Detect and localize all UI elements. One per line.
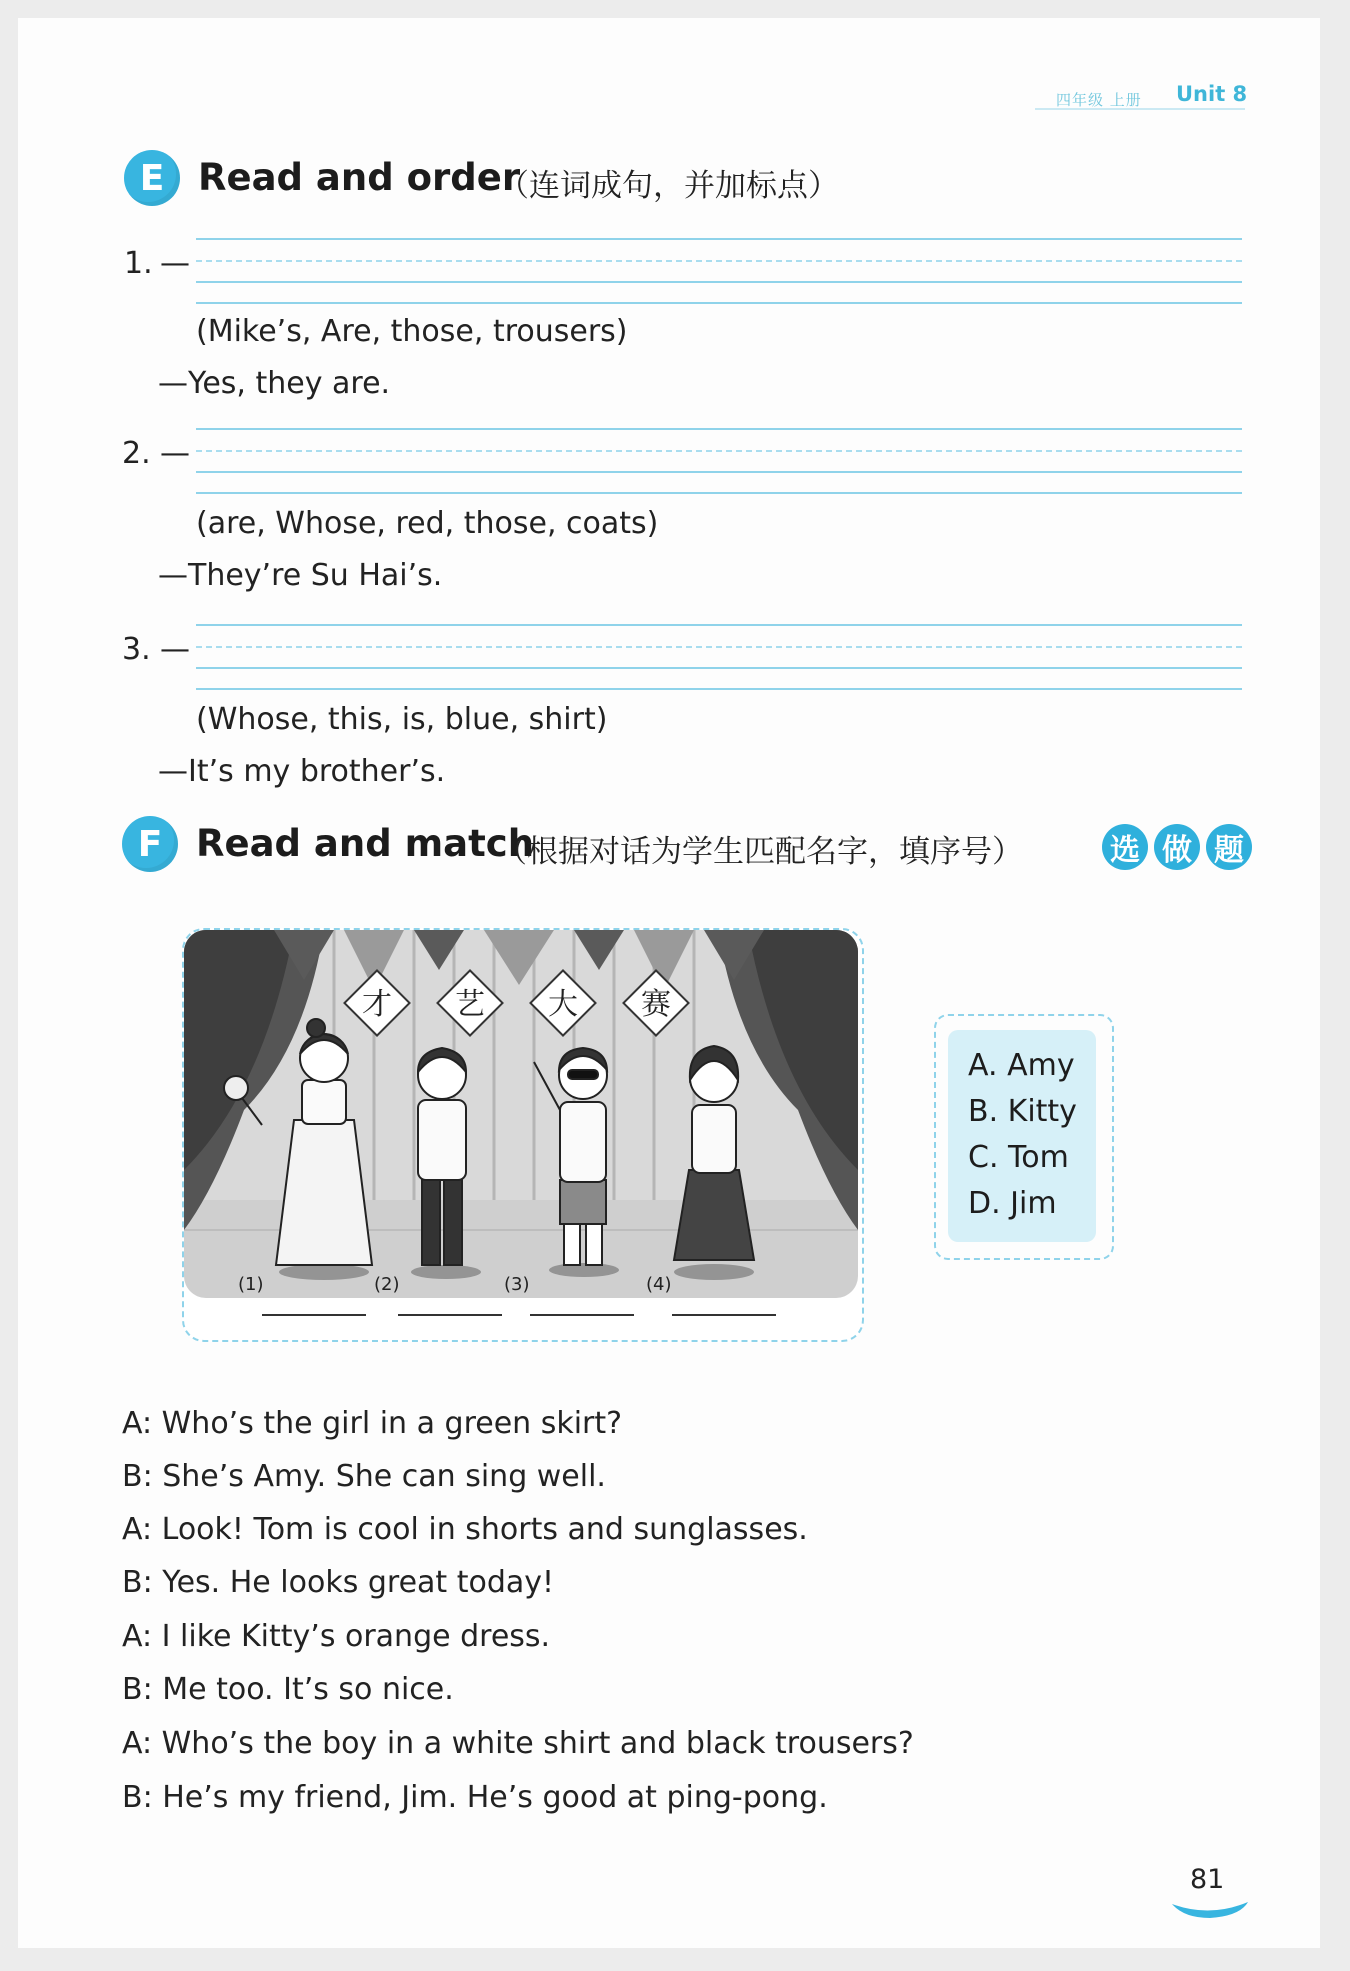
option-a: A. Amy (968, 1048, 1075, 1083)
question-3-words: (Whose, this, is, blue, shirt) (196, 702, 608, 737)
question-3-number: 3. (122, 632, 151, 667)
page-number: 81 (1190, 1864, 1225, 1895)
question-2-answer: —They’re Su Hai’s. (158, 558, 443, 593)
picture-label-2: (2) (374, 1274, 400, 1295)
dialogue-line-8: B: He’s my friend, Jim. He’s good at ping-pong. (122, 1780, 828, 1815)
section-f-badge: F (122, 816, 178, 872)
question-1-answer: —Yes, they are. (158, 366, 391, 401)
option-b: B. Kitty (968, 1094, 1077, 1129)
question-3-bottom-line (196, 688, 1242, 690)
question-3-dashed-line (196, 646, 1242, 648)
page-number-swoosh (1170, 1898, 1250, 1920)
section-e-subtitle: （连词成句，并加标点） (498, 168, 839, 204)
question-2-dashed-line (196, 450, 1242, 452)
question-2-words: (are, Whose, red, those, coats) (196, 506, 659, 541)
picture-label-1: (1) (238, 1274, 264, 1295)
question-1-dashed-line (196, 260, 1242, 262)
question-1-bottom-line (196, 302, 1242, 304)
talent-show-illustration (184, 930, 858, 1298)
question-2-number: 2. (122, 436, 151, 471)
dialogue-line-3: A: Look! Tom is cool in shorts and sunglasses. (122, 1512, 808, 1547)
answer-blank-2[interactable] (398, 1314, 502, 1316)
question-1-number: 1. (124, 246, 153, 281)
option-d: D. Jim (968, 1186, 1057, 1221)
answer-blank-3[interactable] (530, 1314, 634, 1316)
dialogue-line-7: A: Who’s the boy in a white shirt and black trousers? (122, 1726, 914, 1761)
question-1-base-line[interactable] (196, 281, 1242, 283)
optional-tag-1: 选 (1102, 824, 1148, 870)
banner-char-2: 艺 (455, 987, 485, 1022)
dialogue-line-2: B: She’s Amy. She can sing well. (122, 1459, 606, 1494)
section-f-title: Read and match (196, 822, 535, 865)
question-1-dash: — (160, 246, 190, 281)
question-3-answer: —It’s my brother’s. (158, 754, 446, 789)
question-3-base-line[interactable] (196, 667, 1242, 669)
question-2-top-line (196, 428, 1242, 430)
dialogue-line-1: A: Who’s the girl in a green skirt? (122, 1406, 623, 1441)
section-e-badge: E (124, 150, 180, 206)
picture-label-4: (4) (646, 1274, 672, 1295)
question-1-top-line (196, 238, 1242, 240)
dialogue-line-6: B: Me too. It’s so nice. (122, 1672, 454, 1707)
banner-char-4: 赛 (641, 987, 671, 1022)
question-2-bottom-line (196, 492, 1242, 494)
answer-blank-1[interactable] (262, 1314, 366, 1316)
header-unit: Unit 8 (1176, 82, 1248, 106)
optional-tag-2: 做 (1154, 824, 1200, 870)
option-c: C. Tom (968, 1140, 1069, 1175)
banner-char-1: 才 (362, 987, 392, 1022)
optional-tag-3: 题 (1206, 824, 1252, 870)
dialogue-line-4: B: Yes. He looks great today! (122, 1565, 555, 1600)
question-2-dash: — (160, 436, 190, 471)
question-3-dash: — (160, 632, 190, 667)
section-f-subtitle: （根据对话为学生匹配名字，填序号） (496, 834, 1023, 870)
picture-label-3: (3) (504, 1274, 530, 1295)
question-3-top-line (196, 624, 1242, 626)
answer-blank-4[interactable] (672, 1314, 776, 1316)
question-1-words: (Mike’s, Are, those, trousers) (196, 314, 628, 349)
dialogue-line-5: A: I like Kitty’s orange dress. (122, 1619, 551, 1654)
section-e-title: Read and order (198, 156, 521, 199)
question-2-base-line[interactable] (196, 471, 1242, 473)
header-grade: 四年级 上册 (1056, 91, 1142, 109)
banner-char-3: 大 (548, 987, 578, 1022)
